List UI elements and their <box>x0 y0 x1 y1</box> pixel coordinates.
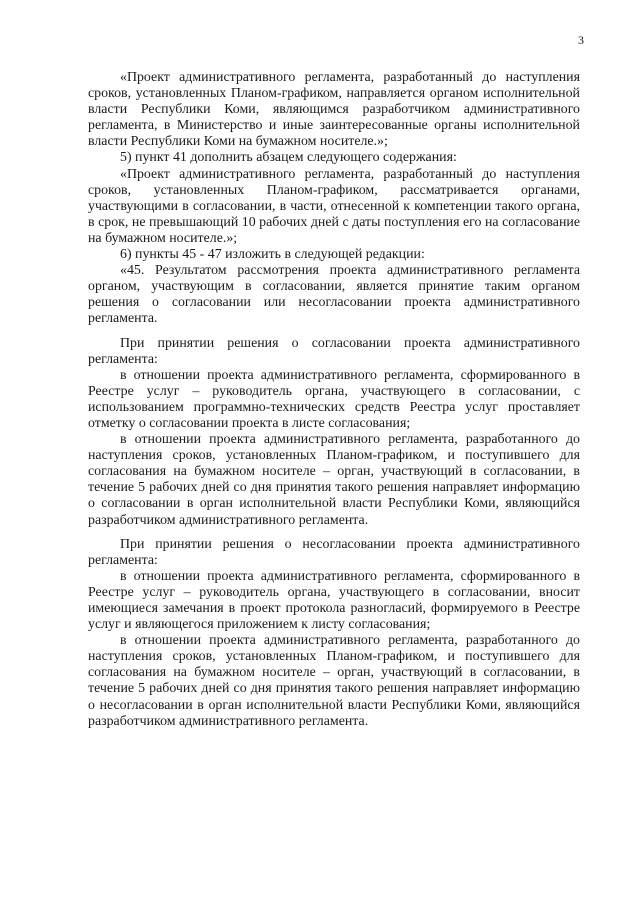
paragraph-project-review: «Проект административного регламента, разработанный до наступления сроков, установленных Планом-графиком, рассматривается органами, участвующими в согласовании, в части, отнесенной к компетенции такого органа, в срок, не превышающий 10 рабочих дней с даты поступления его на согласование на бумажном носителе.»; <box>88 166 580 246</box>
paragraph-disapproval-paper: в отношении проекта административного регламента, разработанного до наступления сроков, установленных Планом-графиком, и поступившего для согласования на бумажном носителе – орган, участвующий в согласовании, в течение 5 рабочих дней со дня принятия такого решения направляет информацию о несогласовании в орган исполнительной власти Республики Коми, являющийся разработчиком административного регламента. <box>88 633 580 729</box>
paragraph-item-45: «45. Результатом рассмотрения проекта административного регламента органом, участвующим в согласовании, является принятие таким органом решения о согласовании или несогласовании проекта административного регламента. <box>88 263 580 327</box>
paragraph-item-5: 5) пункт 41 дополнить абзацем следующего содержания: <box>120 150 457 166</box>
paragraph-disapproval-registry: в отношении проекта административного регламента, сформированного в Реестре услуг – руководитель органа, участвующего в согласовании, вносит имеющиеся замечания в проект протокола разногласий, формируемого в Реестре услуг и являющегося приложением к листу согласования; <box>88 568 580 633</box>
paragraph-approval-decision: При принятии решения о согласовании проекта административного регламента: <box>88 335 580 367</box>
paragraph-approval-registry: в отношении проекта административного регламента, сформированного в Реестре услуг – руководитель органа, участвующего в согласовании, с использованием программно-технических средств Реестра услуг проставляет отметку о согласовании проекта в листе согласования; <box>88 367 580 431</box>
paragraph-approval-paper: в отношении проекта административного регламента, разработанного до наступления сроков, установленных Планом-графиком, и поступившего для согласования на бумажном носителе – орган, участвующий в согласовании, в течение 5 рабочих дней со дня принятия такого решения направляет информацию о согласовании в орган исполнительной власти Республики Коми, являющийся разработчиком административного регламента. <box>88 432 580 528</box>
paragraph-project-submission: «Проект административного регламента, разработанный до наступления сроков, установленных Планом-графиком, направляется органом исполнительной власти Республики Коми, являющимся разработчиком административного регламента, в Министерство и иные заинтересованные органы исполнительной власти Республики Коми на бумажном носителе.»; <box>88 70 580 150</box>
paragraph-item-6: 6) пункты 45 - 47 изложить в следующей редакции: <box>120 247 425 263</box>
page-number: 3 <box>578 33 584 47</box>
document-body <box>88 70 580 730</box>
paragraph-disapproval-decision: При принятии решения о несогласовании проекта административного регламента: <box>88 536 580 568</box>
